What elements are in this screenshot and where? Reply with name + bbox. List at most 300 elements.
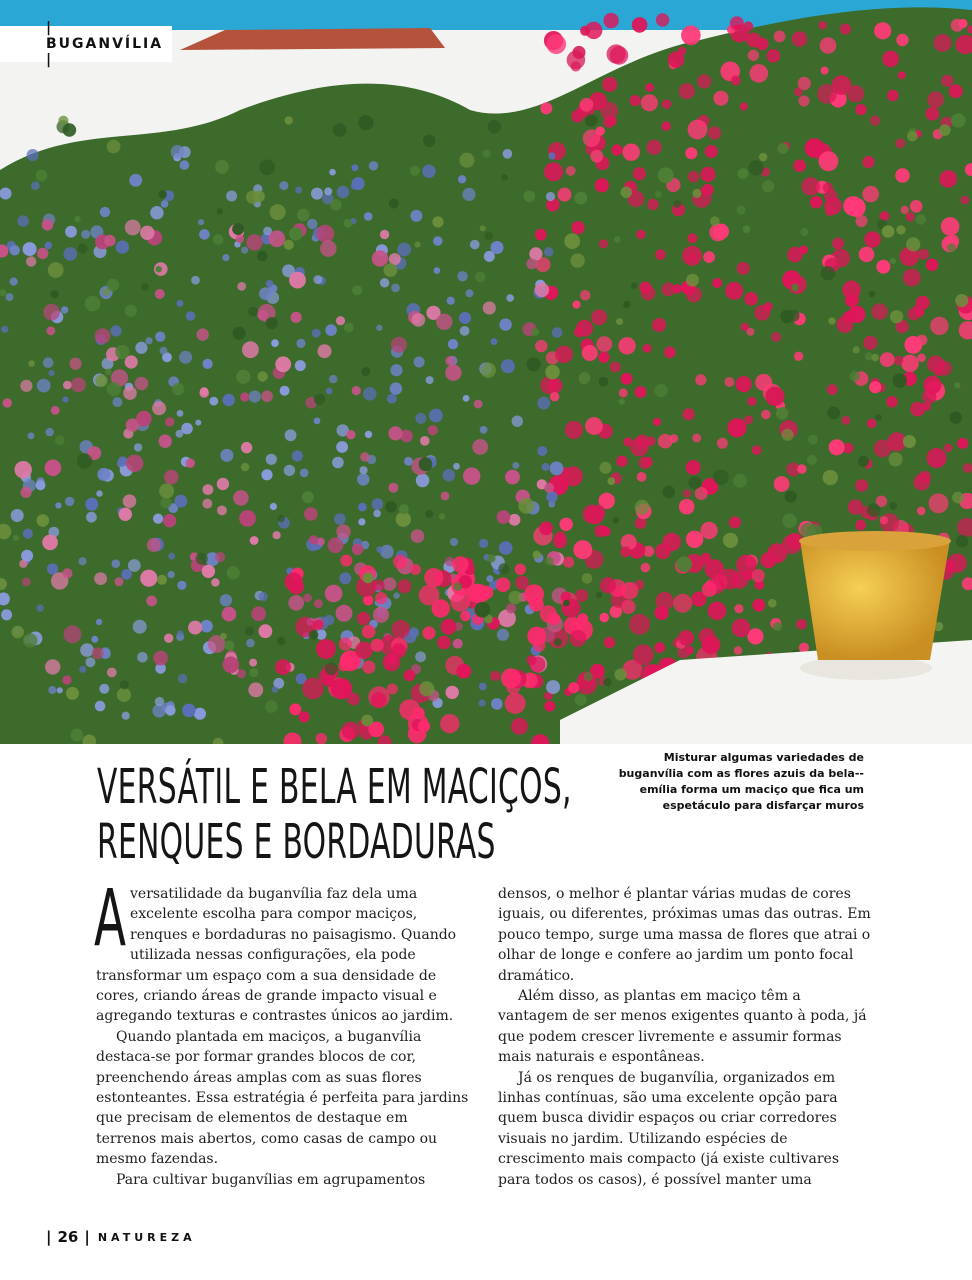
flower-blob <box>635 386 647 398</box>
flower-blob <box>233 490 249 506</box>
flower-blob <box>598 352 609 363</box>
flower-blob <box>176 300 183 307</box>
flower-blob <box>692 189 701 198</box>
flower-blob <box>429 409 443 423</box>
flower-blob <box>265 700 278 713</box>
flower-blob <box>419 457 433 471</box>
flower-blob <box>414 357 425 368</box>
flower-blob <box>1 326 8 333</box>
flower-blob <box>908 308 921 321</box>
flower-blob <box>257 251 268 262</box>
flower-blob <box>96 619 102 625</box>
flower-blob <box>939 170 957 188</box>
flower-blob <box>361 715 373 727</box>
flower-blob <box>126 455 143 472</box>
flower-blob <box>375 592 387 604</box>
flower-blob <box>397 243 411 257</box>
flower-blob <box>855 104 866 115</box>
flower-blob <box>662 486 675 499</box>
flower-blob <box>730 16 744 30</box>
headline-line-2: RENQUES E BORDADURAS <box>97 814 496 870</box>
flower-blob <box>460 611 471 622</box>
flower-blob <box>600 577 616 593</box>
flower-blob <box>362 367 371 376</box>
flower-blob <box>450 538 458 546</box>
flower-blob <box>380 230 389 239</box>
flower-blob <box>688 171 700 183</box>
flower-blob <box>95 375 107 387</box>
flower-blob <box>961 196 970 205</box>
flower-blob <box>414 242 420 248</box>
flower-blob <box>771 332 781 342</box>
flower-blob <box>658 167 674 183</box>
flower-blob <box>889 452 903 466</box>
flower-blob <box>867 419 877 429</box>
flower-blob <box>409 627 419 637</box>
flower-blob <box>700 167 715 182</box>
flower-blob <box>951 19 964 32</box>
flower-blob <box>344 323 354 333</box>
flower-blob <box>329 169 336 176</box>
flower-blob <box>133 620 147 634</box>
flower-blob <box>384 263 398 277</box>
flower-blob <box>171 145 185 159</box>
flower-blob <box>767 49 781 63</box>
flower-blob <box>336 605 353 622</box>
flower-blob <box>506 294 514 302</box>
flower-blob <box>744 415 753 424</box>
flower-blob <box>633 167 646 180</box>
flower-blob <box>890 258 896 264</box>
flower-blob <box>36 480 46 490</box>
flower-blob <box>340 555 352 567</box>
headline <box>97 759 572 870</box>
flower-blob <box>459 312 471 324</box>
flower-blob <box>717 438 728 449</box>
flower-blob <box>703 251 715 263</box>
flower-blob <box>545 365 560 380</box>
flower-blob <box>146 596 157 607</box>
flower-blob <box>820 37 837 54</box>
flower-blob <box>632 17 648 33</box>
flower-blob <box>399 699 420 720</box>
flower-blob <box>446 686 459 699</box>
flower-blob <box>77 453 92 468</box>
flower-blob <box>136 411 152 427</box>
flower-blob <box>410 564 421 575</box>
article-column-right <box>498 884 872 1190</box>
flower-blob <box>616 318 623 325</box>
flower-blob <box>604 637 615 648</box>
flower-blob <box>542 463 550 471</box>
flower-blob <box>266 454 277 465</box>
flower-blob <box>619 398 625 404</box>
flower-blob <box>248 683 263 698</box>
flower-blob <box>652 318 666 332</box>
flower-blob <box>358 518 365 525</box>
flower-blob <box>172 383 184 395</box>
flower-blob <box>387 684 398 695</box>
flower-blob <box>123 494 137 508</box>
flower-blob <box>311 188 323 200</box>
flower-blob <box>390 382 402 394</box>
flower-blob <box>548 152 555 159</box>
flower-blob <box>415 413 426 424</box>
article-column-left <box>94 874 470 1190</box>
flower-blob <box>150 206 163 219</box>
flower-blob <box>141 283 149 291</box>
flower-blob <box>314 599 323 608</box>
flower-blob <box>236 370 250 384</box>
flower-blob <box>45 659 60 674</box>
flower-blob <box>555 531 566 542</box>
flower-blob <box>313 275 322 284</box>
flower-blob <box>70 729 83 742</box>
flower-blob <box>261 391 273 403</box>
flower-blob <box>679 499 695 515</box>
flower-blob <box>104 235 116 247</box>
flower-blob <box>483 301 496 314</box>
paragraph: densos, o melhor é plantar várias mudas de cores iguais, ou diferentes, próximas umas das outras. Em pouco tempo, surge uma massa de flores que atrai o olhar de longe e confere ao jardim um ponto focal dramático. <box>498 886 871 984</box>
flower-blob <box>96 490 102 496</box>
pot <box>800 540 950 660</box>
flower-blob <box>470 240 480 250</box>
flower-blob <box>862 186 879 203</box>
flower-blob <box>220 633 227 640</box>
flower-blob <box>580 26 590 36</box>
flower-blob <box>418 720 430 732</box>
flower-blob <box>710 216 720 226</box>
flower-blob <box>614 236 621 243</box>
flower-blob <box>550 392 559 401</box>
flower-blob <box>603 13 618 28</box>
flower-blob <box>64 247 78 261</box>
flower-blob <box>66 687 79 700</box>
flower-blob <box>546 491 557 502</box>
flower-blob <box>217 506 227 516</box>
flower-blob <box>45 460 62 477</box>
flower-blob <box>752 445 762 455</box>
flower-blob <box>778 143 789 154</box>
flower-blob <box>186 709 193 716</box>
flower-blob <box>285 429 297 441</box>
flower-blob <box>309 630 318 639</box>
flower-blob <box>360 452 369 461</box>
flower-blob <box>540 102 552 114</box>
flower-blob <box>580 98 594 112</box>
flower-blob <box>738 168 749 179</box>
flower-blob <box>164 470 179 485</box>
flower-blob <box>653 418 661 426</box>
flower-blob <box>447 297 455 305</box>
flower-blob <box>700 522 717 539</box>
flower-blob <box>458 175 466 183</box>
flower-blob <box>48 262 64 278</box>
flower-blob <box>765 387 784 406</box>
flower-blob <box>686 531 703 548</box>
flower-blob <box>615 668 627 680</box>
flower-blob <box>729 516 741 528</box>
flower-blob <box>107 279 120 292</box>
flower-blob <box>55 435 65 445</box>
flower-blob <box>572 301 580 309</box>
flower-blob <box>827 384 838 395</box>
flower-blob <box>291 312 302 323</box>
flower-blob <box>460 326 470 336</box>
flower-blob <box>213 234 224 245</box>
flower-blob <box>582 345 598 361</box>
flower-blob <box>391 284 400 293</box>
flower-blob <box>105 369 112 376</box>
flower-blob <box>733 474 747 488</box>
flower-blob <box>26 256 36 266</box>
flower-blob <box>687 233 697 243</box>
flower-blob <box>112 397 122 407</box>
flower-blob <box>269 230 286 247</box>
flower-blob <box>443 469 456 482</box>
flower-blob <box>128 559 141 572</box>
flower-blob <box>864 231 880 247</box>
flower-blob <box>163 514 176 527</box>
flower-blob <box>610 362 621 373</box>
flower-blob <box>120 680 129 689</box>
flower-blob <box>376 546 383 553</box>
paragraph: Para cultivar buganvílias em agrupamentos <box>116 1171 426 1188</box>
flower-blob <box>165 417 174 426</box>
flower-blob <box>483 150 491 158</box>
flower-blob <box>781 429 793 441</box>
flower-blob <box>796 619 807 630</box>
paragraph: Quando plantada em maciços, a buganvília destaca-se por formar grandes blocos de cor, preenchendo áreas amplas com as suas flores estonteantes. Essa estratégia é perfeita para jardins que precisam de elementos de destaque em terrenos mais abertos, como casas de campo ou mesmo fazendas. <box>96 1028 469 1168</box>
flower-blob <box>485 231 494 240</box>
flower-blob <box>867 503 881 517</box>
flower-blob <box>848 306 865 323</box>
flower-blob <box>630 95 641 106</box>
flower-blob <box>222 254 229 261</box>
flower-blob <box>578 613 589 624</box>
flower-blob <box>955 294 968 307</box>
flower-blob <box>289 227 302 240</box>
flower-blob <box>952 492 964 504</box>
flower-blob <box>410 210 422 222</box>
flower-blob <box>270 204 286 220</box>
flower-blob <box>37 248 48 259</box>
flower-blob <box>391 337 407 353</box>
flower-blob <box>161 200 169 208</box>
flower-blob <box>895 168 910 183</box>
flower-blob <box>11 626 24 639</box>
flower-blob <box>358 503 367 512</box>
paragraph <box>94 874 470 1027</box>
flower-blob <box>275 356 291 372</box>
flower-blob <box>545 557 554 566</box>
flower-blob <box>369 161 378 170</box>
flower-blob <box>491 338 498 345</box>
flower-blob <box>227 566 240 579</box>
flower-blob <box>748 50 759 61</box>
flower-blob <box>160 497 171 508</box>
flower-blob <box>926 259 939 272</box>
flower-blob <box>325 585 343 603</box>
flower-blob <box>48 370 54 376</box>
flower-blob <box>487 554 495 562</box>
flower-blob <box>773 622 782 631</box>
flower-blob <box>856 520 867 531</box>
flower-blob <box>828 317 835 324</box>
flower-blob <box>217 208 223 214</box>
flower-blob <box>785 491 797 503</box>
flower-blob <box>324 676 336 688</box>
flower-blob <box>546 192 555 201</box>
flower-blob <box>107 382 121 396</box>
flower-blob <box>6 293 14 301</box>
flower-blob <box>388 483 398 493</box>
flower-blob <box>36 170 48 182</box>
flower-blob <box>316 639 336 659</box>
flower-blob <box>78 557 86 565</box>
flower-blob <box>637 472 647 482</box>
flower-blob <box>203 359 213 369</box>
flower-blob <box>195 420 201 426</box>
flower-blob <box>678 630 694 646</box>
flower-blob <box>266 317 278 329</box>
flower-blob <box>480 225 486 231</box>
flower-blob <box>845 294 858 307</box>
flower-blob <box>544 247 554 257</box>
flower-blob <box>714 91 729 106</box>
flower-blob <box>134 443 142 451</box>
flower-blob <box>168 571 175 578</box>
flower-blob <box>791 284 799 292</box>
flower-blob <box>270 503 277 510</box>
flower-blob <box>647 140 662 155</box>
flower-blob <box>62 675 71 684</box>
flower-blob <box>419 681 434 696</box>
flower-blob <box>685 646 694 655</box>
flower-blob <box>135 377 149 391</box>
flower-blob <box>611 144 622 155</box>
flower-blob <box>197 328 209 340</box>
flower-blob <box>550 462 564 476</box>
flower-blob <box>874 22 891 39</box>
flower-blob <box>548 613 560 625</box>
flower-blob <box>453 463 460 470</box>
flower-blob <box>702 582 717 597</box>
flower-blob <box>432 216 443 227</box>
flower-blob <box>479 539 488 548</box>
flower-blob <box>383 577 396 590</box>
flower-blob <box>180 160 190 170</box>
flower-blob <box>564 233 580 249</box>
flower-blob <box>23 633 38 648</box>
flower-blob <box>224 640 234 650</box>
flower-blob <box>97 468 110 481</box>
flower-blob <box>886 396 898 408</box>
flower-blob <box>215 552 225 562</box>
flower-blob <box>876 260 890 274</box>
flower-blob <box>501 359 515 373</box>
flower-blob <box>125 220 141 236</box>
flower-blob <box>48 686 56 694</box>
flower-blob <box>99 684 109 694</box>
flower-blob <box>799 246 808 255</box>
flower-blob <box>708 602 727 621</box>
flower-blob <box>580 290 591 301</box>
flower-blob <box>708 126 721 139</box>
flower-blob <box>869 381 881 393</box>
flower-blob <box>635 435 649 449</box>
flower-blob <box>199 229 210 240</box>
flower-blob <box>390 364 402 376</box>
flower-blob <box>823 470 838 485</box>
flower-blob <box>819 151 839 171</box>
flower-blob <box>774 31 786 43</box>
flower-blob <box>63 381 72 390</box>
flower-blob <box>419 585 440 606</box>
flower-blob <box>639 282 651 294</box>
flower-blob <box>380 545 394 559</box>
flower-blob <box>454 582 463 591</box>
flower-blob <box>31 181 40 190</box>
flower-blob <box>37 604 44 611</box>
flower-blob <box>389 198 399 208</box>
flower-blob <box>712 278 722 288</box>
flower-blob <box>140 226 154 240</box>
flower-blob <box>509 514 521 526</box>
flower-blob <box>309 535 318 544</box>
flower-blob <box>635 500 650 515</box>
flower-blob <box>71 377 86 392</box>
flower-blob <box>339 637 352 650</box>
flower-blob <box>880 516 888 524</box>
flower-blob <box>334 513 346 525</box>
flower-blob <box>129 174 142 187</box>
flower-blob <box>46 326 55 335</box>
flower-blob <box>856 215 868 227</box>
flower-blob <box>655 191 662 198</box>
flower-blob <box>679 83 695 99</box>
flower-blob <box>42 219 53 230</box>
flower-blob <box>583 129 601 147</box>
flower-blob <box>664 347 676 359</box>
flower-blob <box>425 510 433 518</box>
flower-blob <box>363 387 376 400</box>
flower-blob <box>776 407 789 420</box>
flower-blob <box>94 572 107 585</box>
flower-blob <box>220 594 232 606</box>
flower-blob <box>638 457 651 470</box>
flower-blob <box>188 621 202 635</box>
flower-blob <box>475 602 491 618</box>
flower-blob <box>681 26 701 46</box>
flower-blob <box>663 533 681 551</box>
flower-blob <box>727 418 746 437</box>
flower-blob <box>178 674 188 684</box>
flower-blob <box>750 64 769 83</box>
flower-blob <box>445 365 461 381</box>
flower-blob <box>358 115 373 130</box>
flower-blob <box>734 646 743 655</box>
flower-blob <box>249 391 261 403</box>
flower-blob <box>302 491 314 503</box>
flower-blob <box>448 339 458 349</box>
flower-blob <box>462 188 475 201</box>
flower-blob <box>271 339 279 347</box>
flower-blob <box>316 225 334 243</box>
flower-blob <box>223 394 235 406</box>
flower-blob <box>598 525 608 535</box>
flower-blob <box>916 214 926 224</box>
